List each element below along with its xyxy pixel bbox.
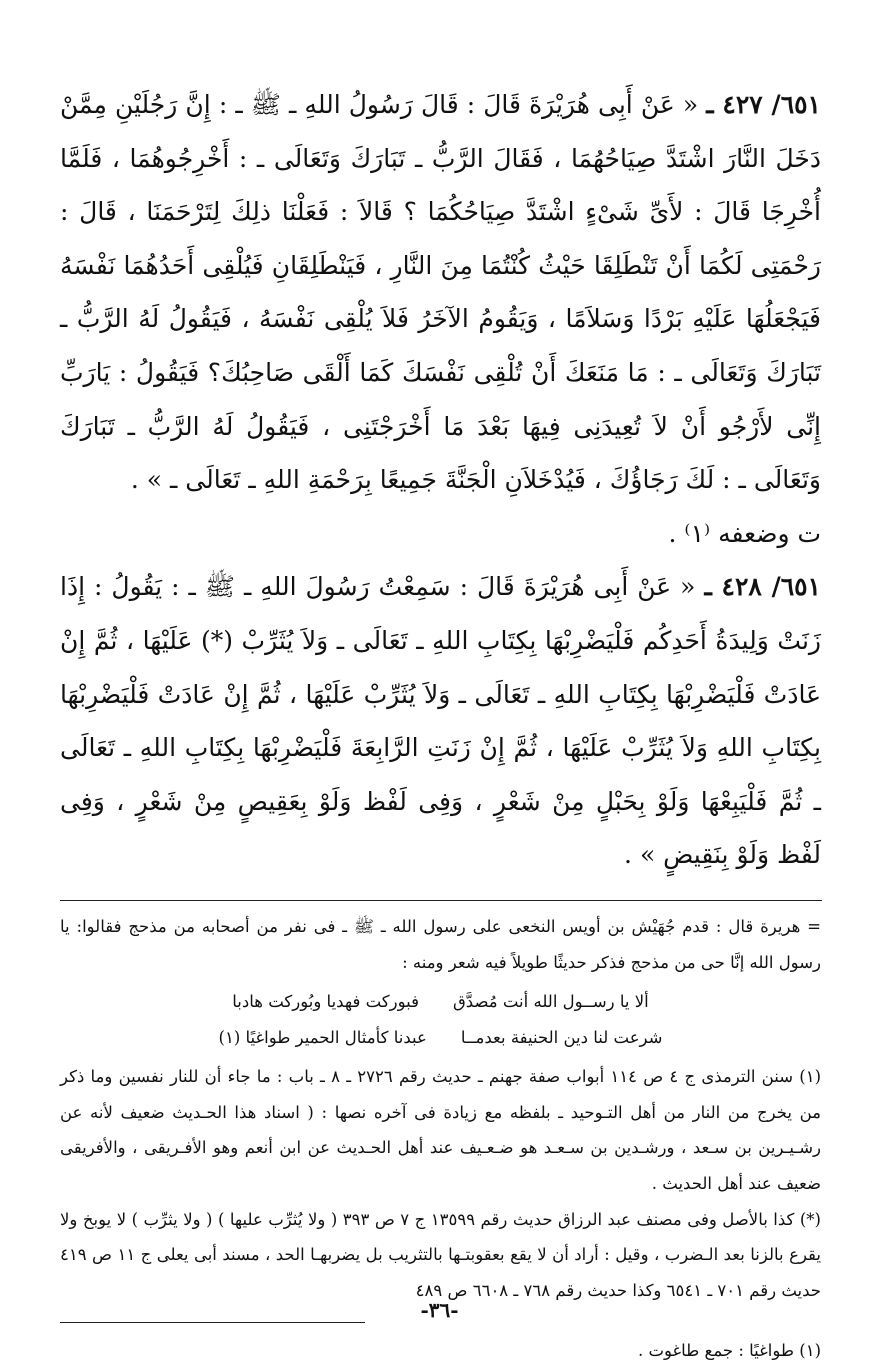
footnote-star: (*) كذا بالأصل وفى مصنف عبد الرزاق حديث رقم ١٣٥٩٩ ج ٧ ص ٣٩٣ ( ولا يُثرِّب عليها ) ( ولا يثرِّب ) لا يوبخ ولا يقرع بالزنا بعد الـضرب ، وقيل : أراد أن لا يقع بعقوبتـها بالتثريب بل يضربهـا الحد ، مسند أبى يعلى ج ١١ ص ٤١٩ حديث رقم ٧٠١ ـ ٦٥٤١ وكذا حديث رقم ٧٦٨ ـ ٦٦٠٨ ص ٤٨٩ (60, 1209, 821, 1300)
page-number: -٣٦- (420, 1298, 459, 1322)
footnotes (60, 901, 821, 1309)
hadith-text: « عَنْ أَبِى هُرَيْرَةَ قَالَ : قَالَ رَسُولُ اللهِ ـ ﷺ ـ : إِنَّ رَجُلَيْنِ مِمَّنْ دَخَلَ النَّارَ اشْتَدَّ صِيَاحُهُمَا ، فَقَالَ الرَّبُّ ـ تَبَارَكَ وَتَعَالَى ـ : أَخْرِجُوهُمَا ، فَلَمَّا أُخْرِجَا قَالَ : لأَىِّ شَىْءٍ اشْتَدَّ صِيَاحُكُمَا ؟ قَالاَ : فَعَلْنَا ذلِكَ لِتَرْحَمَنَا ، قَالَ : رَحْمَتِى لَكُمَا أَنْ تَنْطَلِقَا حَيْثُ كُنْتُمَا مِنَ النَّارِ ، فَيَنْطَلِقَانِ فَيُلْقِى أَحَدُهُمَا نَفْسَهُ فَيَجْعَلُهَا عَلَيْهِ بَرْدًا وَسَلاَمًا ، وَيَقُومُ الآخَرُ فَلاَ يُلْقِى نَفْسَهُ ، فَيَقُولُ لَهُ الرَّبُّ ـ تَبَارَكَ وَتَعَالَى ـ : مَا مَنَعَكَ أَنْ تُلْقِى نَفْسَكَ كَمَا أَلْقَى صَاحِبُكَ؟ فَيَقُولُ : يَارَبِّ إِنِّى لأَرْجُو أَنْ لاَ تُعِيدَنِى فِيهَا بَعْدَ مَا أَخْرَجْتَنِى ، فَيَقُولُ لَهُ الرَّبُّ ـ تَبَارَكَ وَتَعَالَى ـ : لَكَ رَجَاؤُكَ ، فَيُدْخَلاَنِ الْجَنَّةَ جَمِيعًا بِرَحْمَةِ اللهِ ـ تَعَالَى ـ » . (60, 90, 821, 495)
poem (60, 984, 821, 1055)
footnote-continuation: = هريرة قال : قدم جُهَيْش بن أويس النخعى على رسول الله ـ ﷺ ـ فى نفر من أصحابه من مذحج فقالوا: يا رسول الله إنَّا حى من مذحج فذكر حديثًا طويلاً فيه شعر ومنه : (60, 916, 821, 972)
poem-verse (60, 984, 821, 1020)
poem-hemistich: ألا يا رســول الله أنت مُصدَّق (453, 992, 649, 1012)
poem-hemistich: عبدنا كأمثال الحمير طواغيًا (١) (218, 1027, 427, 1047)
poem-hemistich: فبوركت فهديا وبُوركت هادبا (232, 992, 419, 1012)
hadith-grading: ت وضعفه ⁽١⁾ . (668, 518, 821, 548)
main-text (60, 78, 821, 882)
poem-verse (60, 1020, 821, 1056)
poem-hemistich: شرعت لنا دين الحنيفة بعدمــا (460, 1027, 663, 1047)
footnote-1: (١) سنن الترمذى ج ٤ ص ١١٤ أبواب صفة جهنم ـ حديث رقم ٢٧٢٦ ـ ٨ ـ باب : ما جاء أن للنار نفسين وما ذكر من يخرج من النار من أهل التـوحيد ـ بلفظه مع زيادة فى آخره نصها : ( اسناد هذا الحـديث ضعيف لأنه عن رشـيـرين بن سـعد ، ورشـدين بن سـعـد هو ضـعـيف عند أهل الحـديث عن ابن أنعم وهو الأفـريقى ، والأفريقى ضعيف عند أهل الحديث . (60, 1067, 821, 1194)
hadith-text: « عَنْ أَبِى هُرَيْرَةَ قَالَ : سَمِعْتُ رَسُولَ اللهِ ـ ﷺ ـ : يَقُولُ : إِذَا زَنَتْ وَلِيدَةُ أَحَدِكُم فَلْيَضْرِبْهَا بِكِتَابِ اللهِ ـ تَعَالَى ـ وَلاَ يُثَرِّبْ (*) عَلَيْهَا ، ثُمَّ إِنْ عَادَتْ فَلْيَضْرِبْهَا بِكِتَابِ اللهِ ـ تَعَالَى ـ وَلاَ يُثَرِّبْ عَلَيْهَا ، ثُمَّ إِنْ عَادَتْ فَلْيَضْرِبْهَا بِكِتَابِ اللهِ وَلاَ يُثَرِّبْ عَلَيْهَا ، ثُمَّ إِنْ زَنَتِ الرَّابِعَةَ فَلْيَضْرِبْهَا بِكِتَابِ اللهِ ـ تَعَالَى ـ ثُمَّ فَلْيَبِعْهَا وَلَوْ بِحَبْلٍ مِنْ شَعْرٍ ، وَفِى لَفْظ وَلَوْ بِعَقِيصٍ مِنْ شَعْرٍ ، وَفِى لَفْظ وَلَوْ بِنَقِيضٍ » . (60, 572, 821, 870)
hadith-number: ٦٥١/ ٤٢٨ ـ (704, 572, 821, 602)
footnote-separator-short (60, 1322, 365, 1323)
footnote-separator (60, 900, 822, 901)
hadith-427 (60, 78, 821, 507)
hadith-number: ٦٥١/ ٤٢٧ ـ (706, 90, 821, 119)
footnote-poem: (١) طواغيًا : جمع طاغوت . (637, 1341, 821, 1361)
hadith-428 (60, 560, 821, 882)
